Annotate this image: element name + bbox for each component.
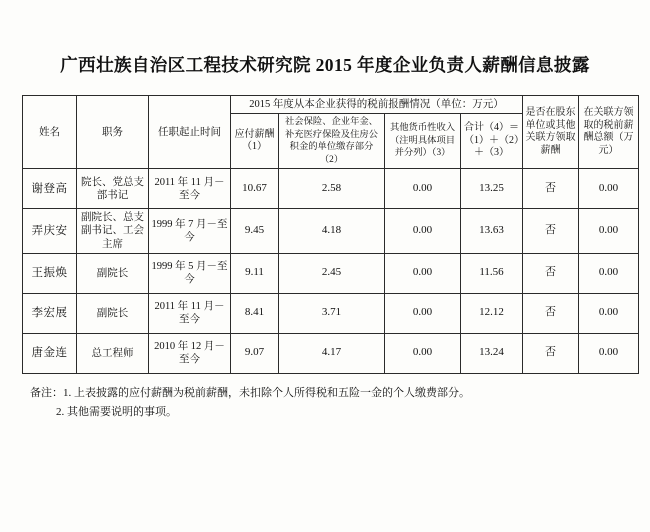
cell-other: 0.00 bbox=[385, 169, 461, 209]
cell-other: 0.00 bbox=[385, 209, 461, 253]
cell-other: 0.00 bbox=[385, 333, 461, 373]
table-row bbox=[23, 333, 639, 373]
note-item-2-line bbox=[30, 403, 620, 422]
header-total: 合计（4）＝（1）＋（2）＋（3） bbox=[461, 114, 523, 169]
cell-related-total: 0.00 bbox=[579, 333, 639, 373]
cell-payable: 9.07 bbox=[231, 333, 279, 373]
cell-payable: 9.45 bbox=[231, 209, 279, 253]
page-title: 广西壮族自治区工程技术研究院 2015 年度企业负责人薪酬信息披露 bbox=[60, 55, 590, 75]
cell-post: 院长、党总支部书记 bbox=[77, 169, 149, 209]
cell-name: 唐金连 bbox=[23, 333, 77, 373]
cell-other: 0.00 bbox=[385, 253, 461, 293]
header-insurance: 社会保险、企业年金、补充医疗保险及住房公积金的单位缴存部分（2） bbox=[279, 114, 385, 169]
cell-total: 11.56 bbox=[461, 253, 523, 293]
table-row bbox=[23, 293, 639, 333]
cell-payable: 10.67 bbox=[231, 169, 279, 209]
cell-tenure: 1999 年 5 月－至今 bbox=[149, 253, 231, 293]
salary-disclosure-table bbox=[22, 95, 639, 374]
cell-name: 谢登高 bbox=[23, 169, 77, 209]
cell-shareholder: 否 bbox=[523, 253, 579, 293]
cell-insurance: 3.71 bbox=[279, 293, 385, 333]
table-row bbox=[23, 169, 639, 209]
cell-total: 13.25 bbox=[461, 169, 523, 209]
cell-post: 副院长 bbox=[77, 293, 149, 333]
notes-label: 备注： bbox=[30, 386, 63, 399]
cell-total: 12.12 bbox=[461, 293, 523, 333]
header-shareholder: 是否在股东单位或其他关联方领取薪酬 bbox=[523, 96, 579, 169]
cell-payable: 8.41 bbox=[231, 293, 279, 333]
cell-post: 副院长、总支副书记、工会主席 bbox=[77, 209, 149, 253]
salary-table-container bbox=[0, 95, 650, 374]
notes-section bbox=[0, 374, 650, 423]
cell-name: 弄庆安 bbox=[23, 209, 77, 253]
cell-related-total: 0.00 bbox=[579, 209, 639, 253]
table-row bbox=[23, 253, 639, 293]
header-other-income: 其他货币性收入（注明具体项目并分列）（3） bbox=[385, 114, 461, 169]
header-tenure: 任职起止时间 bbox=[149, 96, 231, 169]
cell-shareholder: 否 bbox=[523, 293, 579, 333]
cell-shareholder: 否 bbox=[523, 169, 579, 209]
cell-insurance: 4.17 bbox=[279, 333, 385, 373]
cell-insurance: 4.18 bbox=[279, 209, 385, 253]
cell-shareholder: 否 bbox=[523, 333, 579, 373]
cell-related-total: 0.00 bbox=[579, 169, 639, 209]
cell-total: 13.24 bbox=[461, 333, 523, 373]
cell-total: 13.63 bbox=[461, 209, 523, 253]
cell-related-total: 0.00 bbox=[579, 253, 639, 293]
cell-tenure: 1999 年 7 月－至今 bbox=[149, 209, 231, 253]
header-related-total: 在关联方领取的税前薪酬总额（万元） bbox=[579, 96, 639, 169]
header-name: 姓名 bbox=[23, 96, 77, 169]
note-item-2: 2. 其他需要说明的事项。 bbox=[56, 405, 177, 418]
cell-tenure: 2011 年 11 月－至今 bbox=[149, 293, 231, 333]
cell-name: 王振焕 bbox=[23, 253, 77, 293]
table-header-row-group bbox=[23, 96, 639, 114]
cell-payable: 9.11 bbox=[231, 253, 279, 293]
note-first-line bbox=[30, 384, 620, 403]
cell-post: 副院长 bbox=[77, 253, 149, 293]
table-row bbox=[23, 209, 639, 253]
cell-insurance: 2.58 bbox=[279, 169, 385, 209]
cell-insurance: 2.45 bbox=[279, 253, 385, 293]
salary-table-body bbox=[23, 169, 639, 373]
cell-other: 0.00 bbox=[385, 293, 461, 333]
cell-related-total: 0.00 bbox=[579, 293, 639, 333]
cell-name: 李宏展 bbox=[23, 293, 77, 333]
header-post: 职务 bbox=[77, 96, 149, 169]
cell-post: 总工程师 bbox=[77, 333, 149, 373]
header-payable: 应付薪酬（1） bbox=[231, 114, 279, 169]
cell-shareholder: 否 bbox=[523, 209, 579, 253]
header-group-pretax: 2015 年度从本企业获得的税前报酬情况（单位：万元） bbox=[231, 96, 523, 114]
cell-tenure: 2011 年 11 月－至今 bbox=[149, 169, 231, 209]
note-item-1: 1. 上表披露的应付薪酬为税前薪酬，未扣除个人所得税和五险一金的个人缴费部分。 bbox=[63, 386, 470, 399]
cell-tenure: 2010 年 12 月－至今 bbox=[149, 333, 231, 373]
